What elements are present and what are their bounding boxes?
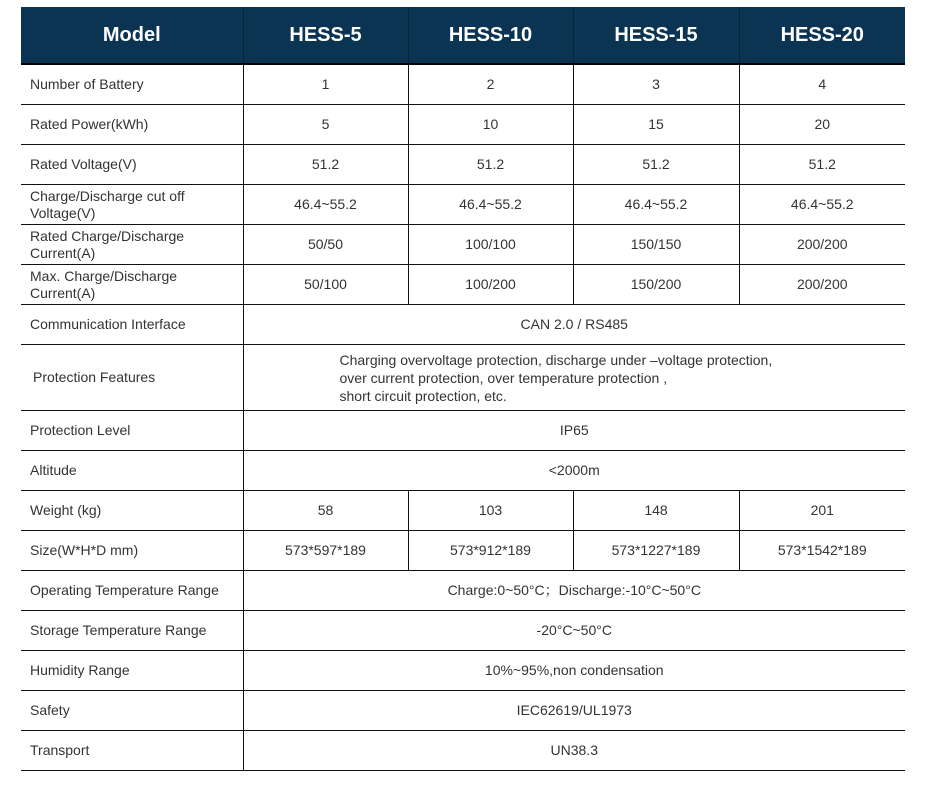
table-row	[21, 145, 905, 185]
header-model-hess-5: HESS-5	[243, 7, 408, 64]
row-label: Charge/Discharge cut off Voltage(V)	[21, 185, 243, 225]
cell-value: 201	[739, 491, 905, 531]
cell-value: 573*1542*189	[739, 531, 905, 571]
cell-value: 148	[573, 491, 739, 531]
cell-value: 46.4~55.2	[739, 185, 905, 225]
row-label: Size(W*H*D mm)	[21, 531, 243, 571]
table-row	[21, 731, 905, 771]
protection-features-text	[340, 351, 773, 405]
table-row	[21, 571, 905, 611]
row-label: Number of Battery	[21, 64, 243, 105]
cell-value: 51.2	[408, 145, 573, 185]
cell-value-merged: -20°C~50°C	[243, 611, 905, 651]
cell-value-merged: IEC62619/UL1973	[243, 691, 905, 731]
cell-value: 58	[243, 491, 408, 531]
cell-value: 573*597*189	[243, 531, 408, 571]
cell-value: 200/200	[739, 225, 905, 265]
cell-value-merged: 10%~95%,non condensation	[243, 651, 905, 691]
row-label: Protection Features	[21, 345, 243, 411]
cell-value: 1	[243, 64, 408, 105]
table-row	[21, 691, 905, 731]
table-row	[21, 611, 905, 651]
table-row	[21, 185, 905, 225]
header-model-label: Model	[21, 7, 243, 64]
row-label: Rated Power(kWh)	[21, 105, 243, 145]
row-label: Transport	[21, 731, 243, 771]
row-label: Safety	[21, 691, 243, 731]
table-row	[21, 491, 905, 531]
table-row	[21, 345, 905, 411]
cell-value: 4	[739, 64, 905, 105]
table-row	[21, 411, 905, 451]
cell-value: 15	[573, 105, 739, 145]
cell-value: 573*1227*189	[573, 531, 739, 571]
table-row	[21, 64, 905, 105]
cell-value: 100/100	[408, 225, 573, 265]
table-row	[21, 265, 905, 305]
row-label: Max. Charge/Discharge Current(A)	[21, 265, 243, 305]
header-row	[21, 7, 905, 64]
table-row	[21, 451, 905, 491]
cell-value-merged: Charge:0~50°C；Discharge:-10°C~50°C	[243, 571, 905, 611]
row-label: Humidity Range	[21, 651, 243, 691]
cell-value: 51.2	[739, 145, 905, 185]
header-model-hess-10: HESS-10	[408, 7, 573, 64]
cell-value: 10	[408, 105, 573, 145]
table-row	[21, 305, 905, 345]
table-row	[21, 105, 905, 145]
row-label: Storage Temperature Range	[21, 611, 243, 651]
row-label: Communication Interface	[21, 305, 243, 345]
cell-value: 150/150	[573, 225, 739, 265]
row-label: Rated Voltage(V)	[21, 145, 243, 185]
cell-value-merged: <2000m	[243, 451, 905, 491]
cell-value: 50/100	[243, 265, 408, 305]
cell-value: 100/200	[408, 265, 573, 305]
table-row	[21, 225, 905, 265]
cell-value: 51.2	[573, 145, 739, 185]
header-model-hess-20: HESS-20	[739, 7, 905, 64]
cell-value: 50/50	[243, 225, 408, 265]
cell-value: 2	[408, 64, 573, 105]
table-row	[21, 531, 905, 571]
header-model-hess-15: HESS-15	[573, 7, 739, 64]
feature-line: Charging overvoltage protection, discharge under –voltage protection,	[339, 351, 773, 368]
cell-value-merged: IP65	[243, 411, 905, 451]
cell-value: 3	[573, 64, 739, 105]
cell-value: 51.2	[243, 145, 408, 185]
cell-value: 46.4~55.2	[408, 185, 573, 225]
row-label: Rated Charge/Discharge Current(A)	[21, 225, 243, 265]
protection-features-cell	[243, 345, 905, 411]
cell-value-merged: UN38.3	[243, 731, 905, 771]
spec-table	[21, 7, 905, 771]
cell-value: 20	[739, 105, 905, 145]
cell-value: 200/200	[739, 265, 905, 305]
row-label: Operating Temperature Range	[21, 571, 243, 611]
row-label: Altitude	[21, 451, 243, 491]
table-row	[21, 651, 905, 691]
cell-value: 150/200	[573, 265, 739, 305]
cell-value: 103	[408, 491, 573, 531]
cell-value: 573*912*189	[408, 531, 573, 571]
row-label: Protection Level	[21, 411, 243, 451]
cell-value: 46.4~55.2	[573, 185, 739, 225]
cell-value-merged: CAN 2.0 / RS485	[243, 305, 905, 345]
cell-value: 5	[243, 105, 408, 145]
cell-value: 46.4~55.2	[243, 185, 408, 225]
feature-line: short circuit protection, etc.	[339, 387, 507, 404]
feature-line: over current protection, over temperature protection ,	[339, 369, 668, 386]
row-label: Weight (kg)	[21, 491, 243, 531]
